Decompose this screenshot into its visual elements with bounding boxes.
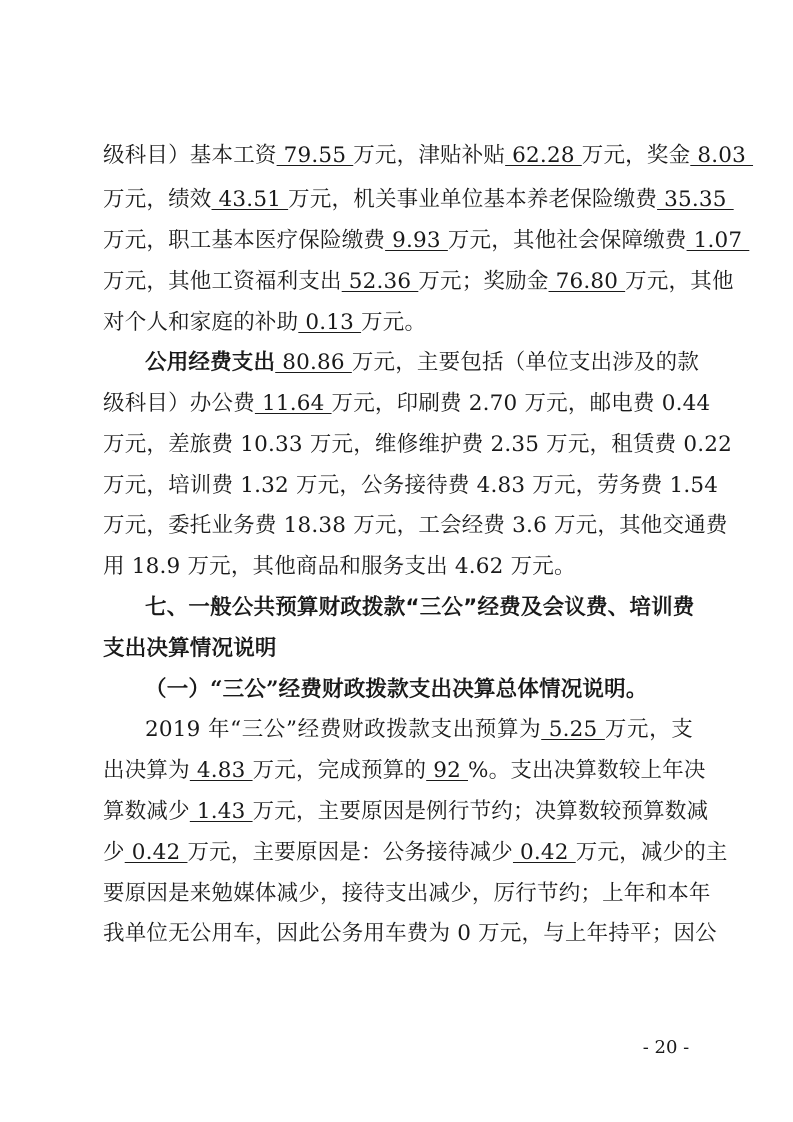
text: 万元，减少的主 <box>575 840 728 865</box>
text: 万元，津贴补贴 <box>353 143 506 168</box>
underlined-value: 8.03 <box>690 143 754 168</box>
text: 万元，主要原因是例行节约；决算数较预算数减 <box>252 799 709 824</box>
text: 万元，主要原因是：公务接待减少 <box>187 840 513 865</box>
text: %。支出决算数较上年决 <box>468 758 706 783</box>
underlined-value: 0.42 <box>512 840 576 865</box>
section-heading <box>145 590 693 626</box>
paragraph-line-1 <box>103 138 754 174</box>
paragraph-line-5 <box>103 305 693 341</box>
paragraph-line-6 <box>145 345 700 381</box>
text: 万元，职工基本医疗保险缴费 <box>103 228 386 253</box>
paragraph-line-10 <box>103 508 728 544</box>
underlined-value: 1.43 <box>189 799 253 824</box>
text: 万元；奖励金 <box>418 269 549 294</box>
underlined-value: 62.28 <box>505 143 582 168</box>
underlined-value: 43.51 <box>211 187 289 212</box>
subsection-heading <box>145 672 693 708</box>
text: 万元，印刷费 2.70 万元，邮电费 0.44 <box>331 391 711 416</box>
text: 万元，委托业务费 18.38 万元，工会经费 3.6 万元，其他交通费 <box>103 513 728 538</box>
paragraph-line-2 <box>103 182 734 218</box>
text: 万元，培训费 1.32 万元，公务接待费 4.83 万元，劳务费 1.54 <box>103 473 719 498</box>
text: 万元，差旅费 10.33 万元，维修维护费 2.35 万元，租赁费 0.22 <box>103 432 733 457</box>
underlined-value: 80.86 <box>275 350 352 375</box>
text: 要原因是来勉媒体减少，接待支出减少，厉行节约；上年和本年 <box>103 881 711 906</box>
text: 用 18.9 万元，其他商品和服务支出 4.62 万元。 <box>103 554 576 579</box>
paragraph-line-9 <box>103 468 719 504</box>
text: 万元，其他社会保障缴费 <box>447 228 687 253</box>
text: 级科目）基本工资 <box>103 143 277 168</box>
underlined-value: 52.36 <box>341 269 419 294</box>
text: 万元，绩效 <box>103 187 212 212</box>
underlined-value: 79.55 <box>276 143 354 168</box>
section-heading-text: 支出决算情况说明 <box>103 636 277 661</box>
paragraph-line-8 <box>103 427 733 463</box>
underlined-value: 35.35 <box>657 187 734 212</box>
paragraph-line-15 <box>145 712 693 748</box>
paragraph-line-4 <box>103 264 734 300</box>
underlined-value: 0.13 <box>298 310 362 335</box>
underlined-value: 1.07 <box>686 228 750 253</box>
text: 万元，其他 <box>625 269 734 294</box>
section-heading-continuation <box>103 631 693 667</box>
text: 万元，其他工资福利支出 <box>103 269 342 294</box>
paragraph-line-16 <box>103 753 706 789</box>
page-number: - 20 - <box>642 1037 690 1058</box>
underlined-value: 76.80 <box>548 269 626 294</box>
paragraph-line-7 <box>103 386 711 422</box>
text: 2019 年“三公”经费财政拨款支出预算为 <box>145 717 542 742</box>
paragraph-line-17 <box>103 794 709 830</box>
underlined-value: 4.83 <box>189 758 253 783</box>
underlined-value: 11.64 <box>254 391 332 416</box>
text: 万元，奖金 <box>581 143 691 168</box>
section-lead-in: 公用经费支出 <box>145 350 276 375</box>
subsection-heading-text: （一）“三公”经费财政拨款支出决算总体情况说明。 <box>145 677 648 702</box>
paragraph-line-3 <box>103 223 750 259</box>
text: 出决算为 <box>103 758 190 783</box>
text: 万元，主要包括（单位支出涉及的款 <box>351 350 700 375</box>
text: 万元，机关事业单位基本养老保险缴费 <box>288 187 658 212</box>
text: 算数减少 <box>103 799 190 824</box>
paragraph-line-20 <box>103 916 717 952</box>
underlined-value: 5.25 <box>541 717 605 742</box>
underlined-value: 9.93 <box>385 228 448 253</box>
text: 对个人和家庭的补助 <box>103 310 299 335</box>
text: 万元，支 <box>604 717 693 742</box>
text: 万元。 <box>361 310 427 335</box>
text: 万元，完成预算的 <box>252 758 427 783</box>
text: 少 <box>103 840 125 865</box>
underlined-value: 0.42 <box>124 840 188 865</box>
paragraph-line-11 <box>103 549 693 585</box>
paragraph-line-19 <box>103 876 711 912</box>
underlined-value: 92 <box>426 758 468 783</box>
text: 级科目）办公费 <box>103 391 255 416</box>
section-heading-text: 七、一般公共预算财政拨款“三公”经费及会议费、培训费 <box>145 595 695 620</box>
text: 我单位无公用车，因此公务用车费为 0 万元，与上年持平；因公 <box>103 921 717 946</box>
paragraph-line-18 <box>103 835 728 871</box>
